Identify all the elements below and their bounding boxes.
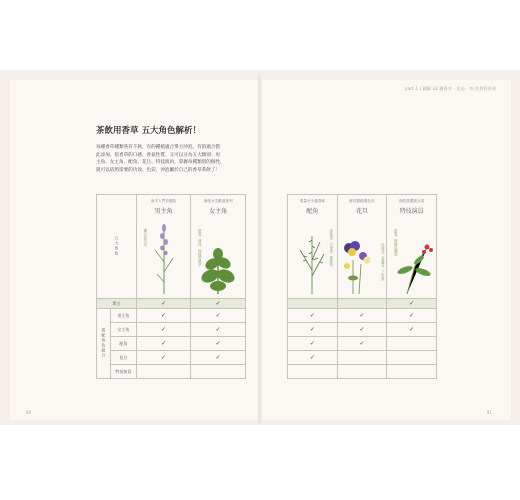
book-gutter [258,76,262,424]
role-column-flower [337,195,387,299]
row-label: 特技演員 [110,365,136,379]
role-subtitle: 增量分少讓香味 [299,199,325,203]
check-cell: ✓ [337,323,387,337]
check-cell: ✓ [136,299,191,309]
check-cell: ✓ [387,309,437,323]
role-name: 特技演員 [399,208,424,215]
intro-line: 就可以依照需要的功效、色彩，沖泡屬於自己的香草茶飲了！ [96,167,221,173]
check-cell: ✓ [337,337,387,351]
role-note: 薰衣草代表 [142,229,147,246]
intro-line: 主角、女主角、配角、花旦、特技演員，掌握每種類別的個性， [96,160,225,166]
check-cell: ✓ [387,299,437,309]
role-note: 甜菊、薄荷、檸檬香蜂草 [197,229,202,267]
role-name: 配角 [306,208,319,215]
page-number-right: 81 [486,410,492,415]
check-cell: ✓ [288,351,338,365]
check-cell [288,365,338,379]
check-cell: ✓ [387,323,437,337]
roles-table-right [287,194,437,379]
role-column-supporting [288,195,338,299]
check-cell [387,351,437,365]
check-cell: ✓ [337,309,387,323]
check-cell: ✓ [191,309,246,323]
check-cell: ✓ [191,351,246,365]
check-cell [136,365,191,379]
check-cell [387,337,437,351]
check-cell: ✓ [136,309,191,323]
check-cell [337,351,387,365]
check-cell: ✓ [191,337,246,351]
roles-table-left [96,194,246,379]
intro-paragraph [96,144,266,174]
page-number-left: 80 [26,410,32,415]
group-label: 搭配角色組合 [101,328,107,358]
row-label: 男主角 [110,309,136,323]
check-cell [191,365,246,379]
role-subtitle: 鮮花點綴增色彩 [349,199,375,203]
check-cell: ✓ [136,323,191,337]
lavender-illustration [149,222,179,294]
role-subtitle: 最受女生歡迎系列 [203,199,233,203]
row-label: 女主角 [110,323,136,337]
role-name: 花旦 [355,208,368,215]
corner-cell [97,195,137,299]
check-cell [288,299,338,309]
check-cell: ✓ [288,337,338,351]
check-cell: ✓ [288,309,338,323]
role-subtitle: 個性派獨挑大梁 [399,199,425,203]
check-cell [337,299,387,309]
pansy-illustration [339,234,375,294]
role-note: 迷迭香、百里香、奧勒岡 [328,229,333,267]
check-cell: ✓ [191,299,246,309]
running-header: part 1 | 圖解 32 種香草 · 花品 · 茶/食香料用途 [404,86,496,91]
check-cell: ✓ [136,351,191,365]
role-column-male-lead [136,195,191,299]
check-cell: ✓ [288,323,338,337]
corner-label: 五大角色 [114,236,120,256]
group-label-cell [97,309,111,379]
role-name: 女主角 [209,208,228,215]
page-title: 茶飲用香草 五大角色解析！ [96,126,201,136]
single-label: 單方 [112,300,121,306]
role-name: 男主角 [154,208,173,215]
check-cell: ✓ [191,323,246,337]
row-label: 花旦 [110,351,136,365]
role-column-female-lead [191,195,246,299]
intro-line: 此添加，依香草的口感、香氣性質，又可以分為五大類別：男 [96,152,221,158]
check-cell: ✓ [136,337,191,351]
single-label-cell [97,299,137,309]
intro-line: 每種香草種類各有千秋，有的種植適合單方沖泡，有的適合搭 [96,145,221,150]
role-note: 甜菊、檸檬馬鞭草 [393,229,398,257]
check-cell [337,365,387,379]
role-note: 玫瑰花、金盞花、三色堇 [380,243,385,281]
row-label: 配角 [110,337,136,351]
stevia-illustration [397,238,437,294]
role-column-specialist [387,195,437,299]
role-subtitle: 新手入門首選款 [150,199,177,203]
rosemary-illustration [294,230,330,294]
mint-illustration [198,246,238,294]
check-cell [387,365,437,379]
